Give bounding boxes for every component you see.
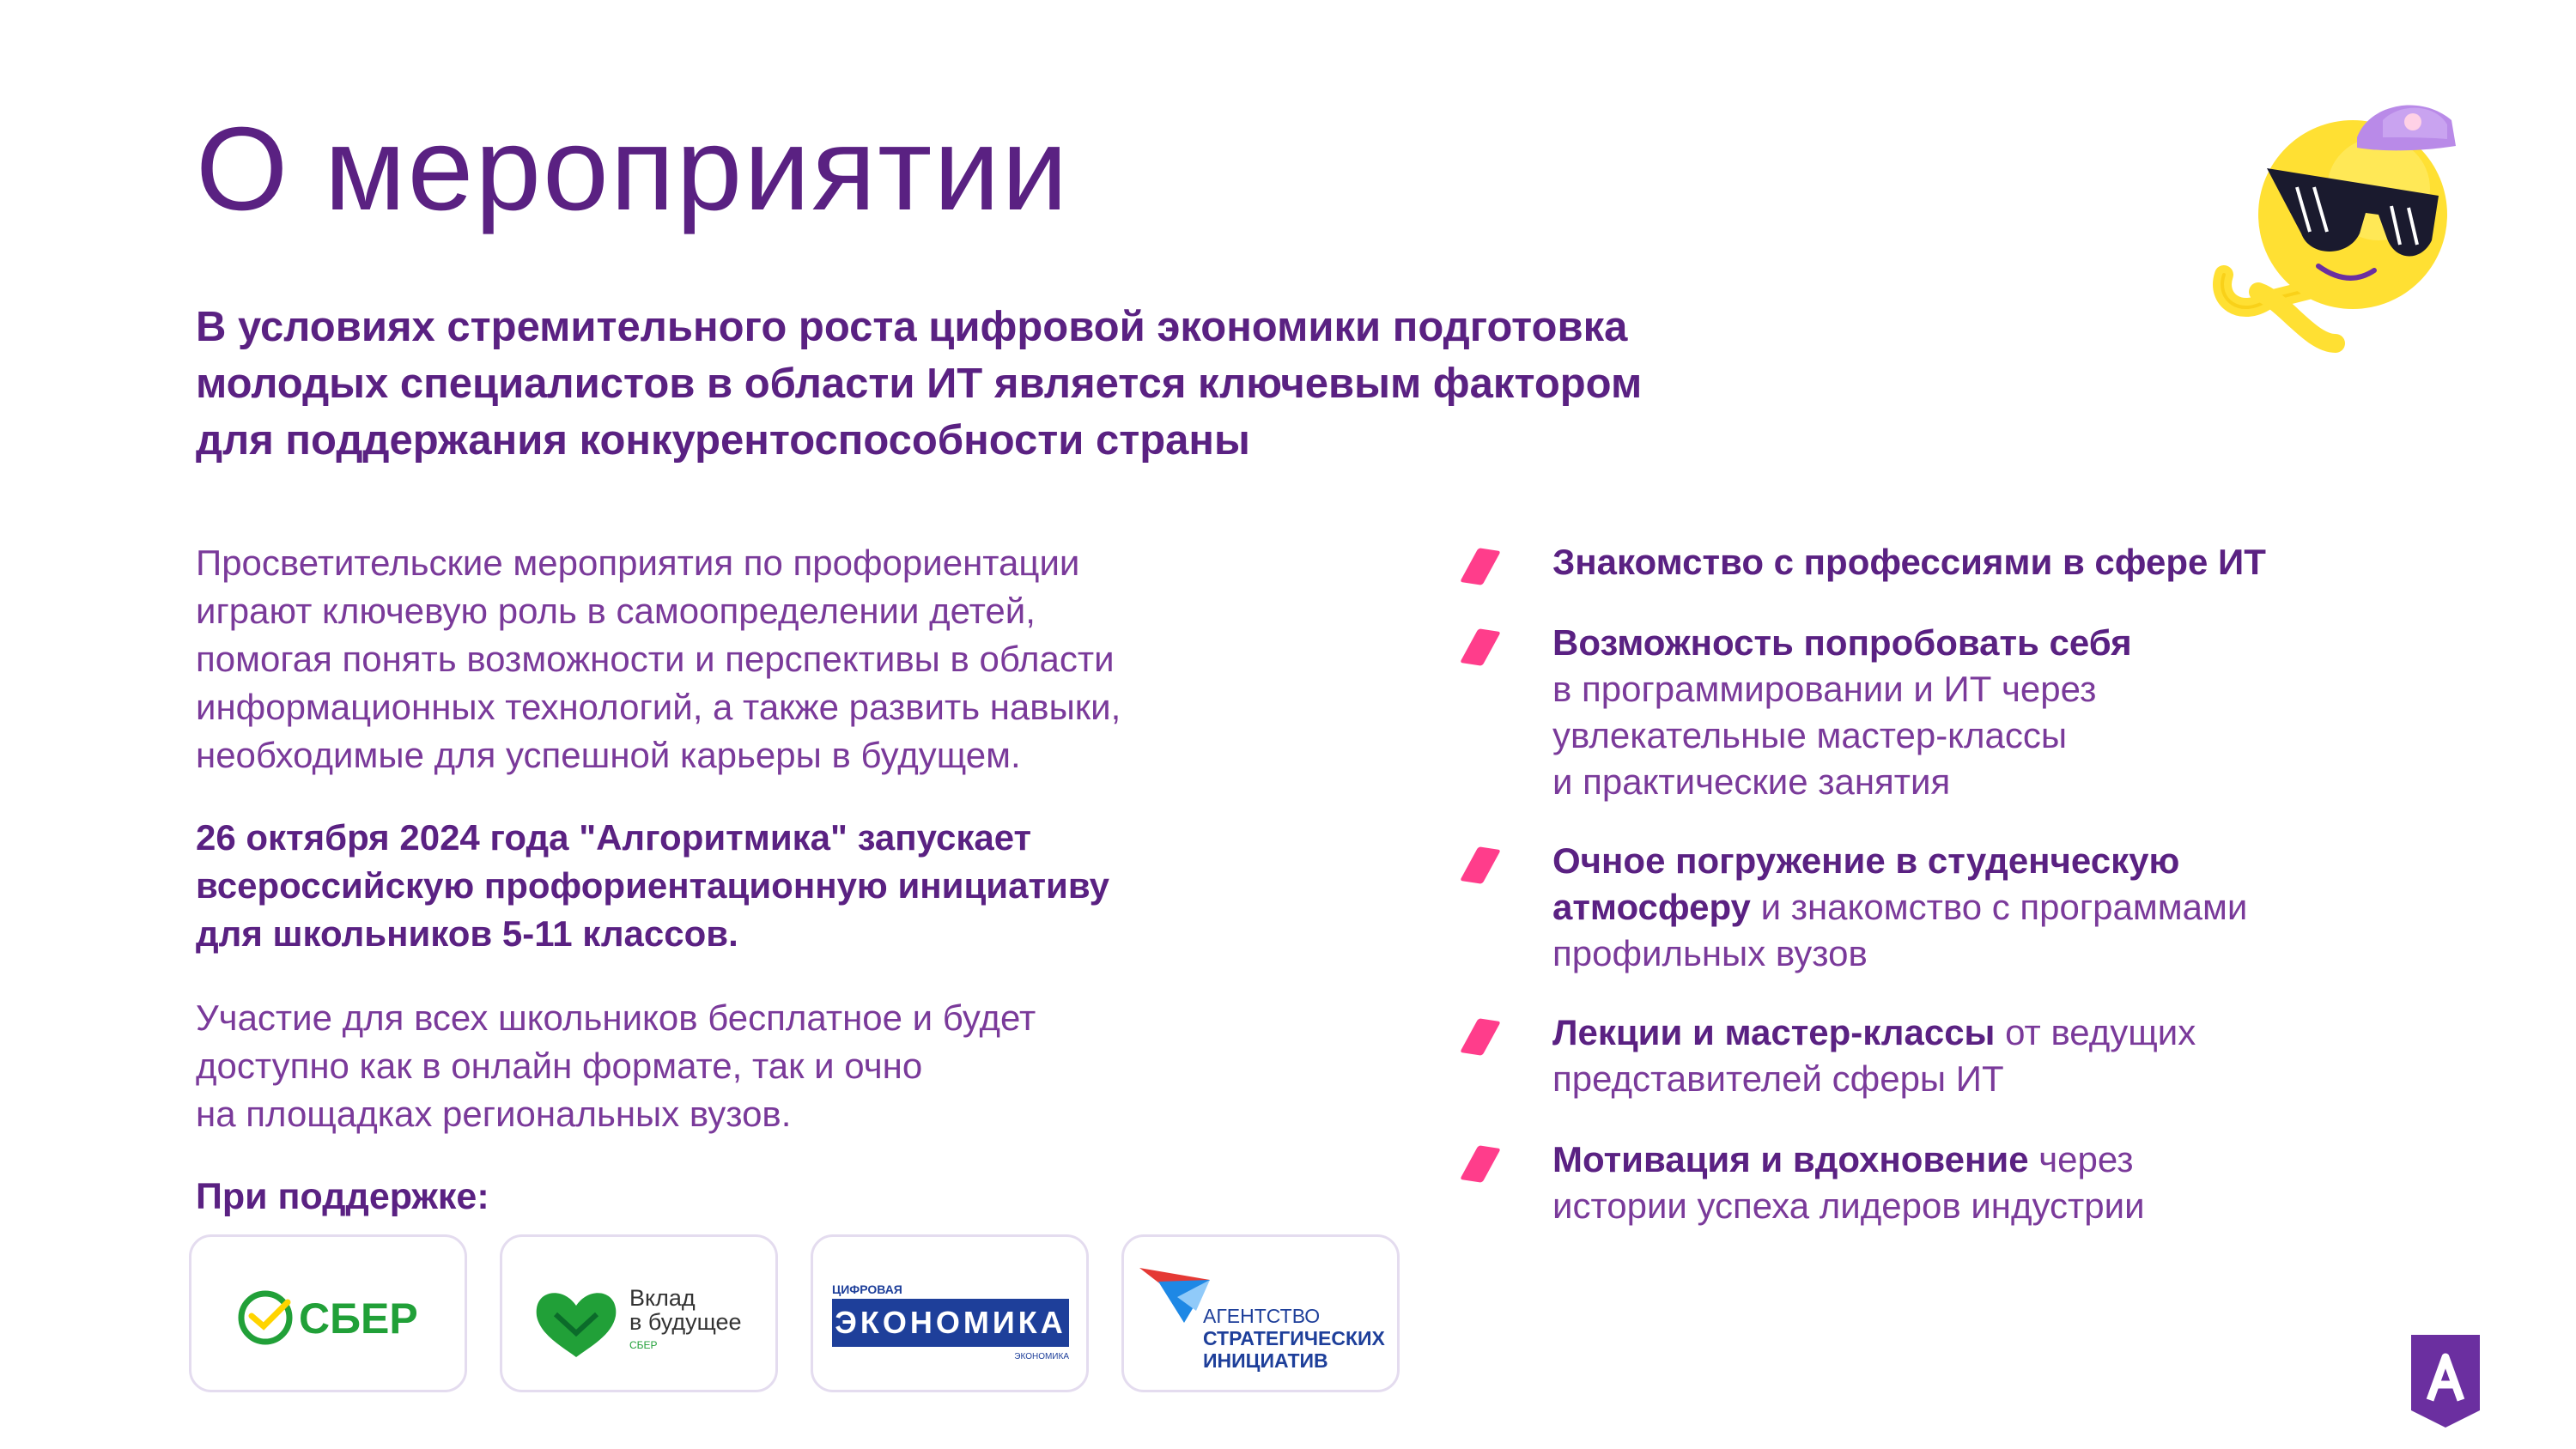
vklad-line1: Вклад: [629, 1285, 696, 1311]
sber-logo-card: [189, 1234, 467, 1392]
bullet-rest: от ведущих: [1995, 1012, 2196, 1052]
intro-paragraph: [196, 539, 1121, 779]
paragraph-line: для школьников 5-11 классов.: [196, 913, 738, 954]
launch-paragraph: [196, 814, 1109, 958]
bullet-line: в программировании и ИТ через: [1552, 669, 2097, 709]
bullet-line: увлекательные мастер-классы: [1552, 715, 2068, 755]
pink-parallelogram-icon: [1460, 846, 1501, 884]
asi-line3: ИНИЦИАТИВ: [1203, 1349, 1328, 1372]
sber-logo: [191, 1237, 470, 1395]
sunglasses-smiley-mascot: [2207, 86, 2464, 378]
bullet-bold: Знакомство с профессиями в сфере ИТ: [1552, 542, 2266, 582]
support-label: При поддержке:: [196, 1176, 489, 1217]
vklad-logo-card: [500, 1234, 778, 1392]
paragraph-line: играют ключевую роль в самоопределении детей,: [196, 591, 1036, 631]
pink-parallelogram-icon: [1460, 1018, 1501, 1056]
paragraph-line: помогая понять возможности и перспективы в области: [196, 639, 1115, 679]
paragraph-line: 26 октября 2024 года "Алгоритмика" запускает: [196, 817, 1032, 858]
pink-parallelogram-icon: [1460, 548, 1501, 585]
digital-economy-logo-card: [811, 1234, 1089, 1392]
sber-wordmark: СБЕР: [299, 1294, 418, 1343]
participation-paragraph: [196, 994, 1036, 1138]
algoritmika-a-icon: [2411, 1335, 2480, 1428]
paragraph-line: Просветительские мероприятия по профориентации: [196, 543, 1080, 583]
vklad-logo: [502, 1237, 781, 1395]
bullet-bold: атмосферу: [1552, 887, 1751, 927]
bullet-line: и практические занятия: [1552, 761, 1951, 802]
paragraph-line: Участие для всех школьников бесплатное и будет: [196, 997, 1036, 1038]
bullet-line: профильных вузов: [1552, 933, 1868, 973]
page-title: О мероприятии: [196, 103, 1070, 235]
paragraph-line: на площадках региональных вузов.: [196, 1094, 792, 1134]
vklad-line2: в будущее: [629, 1309, 742, 1335]
lead-statement: [196, 299, 1913, 469]
asi-line2: СТРАТЕГИЧЕСКИХ: [1203, 1327, 1385, 1349]
bullet-rest: через: [2028, 1139, 2134, 1179]
bullet-bold: Лекции и мастер-классы: [1552, 1012, 1996, 1052]
pink-parallelogram-icon: [1460, 1145, 1501, 1183]
bullet-bold: Возможность попробовать себя: [1552, 622, 2132, 663]
paragraph-line: необходимые для успешной карьеры в будущем.: [196, 735, 1021, 775]
digital-economy-logo: [813, 1237, 1091, 1395]
vklad-small: СБЕР: [629, 1339, 658, 1351]
ce-main: ЭКОНОМИКА: [835, 1305, 1066, 1340]
bullet-bold: Очное погружение в студенческую: [1552, 840, 2180, 881]
bullet-bold: Мотивация и вдохновение: [1552, 1139, 2029, 1179]
asi-logo: [1124, 1237, 1402, 1395]
pink-parallelogram-icon: [1460, 628, 1501, 666]
bullet-line: представителей сферы ИТ: [1552, 1058, 2004, 1099]
bullet-line: истории успеха лидеров индустрии: [1552, 1185, 2145, 1226]
paragraph-line: доступно как в онлайн формате, так и очно: [196, 1046, 923, 1086]
lead-line: В условиях стремительного роста цифровой экономики подготовка: [196, 304, 1628, 350]
lead-line: молодых специалистов в области ИТ является ключевым фактором: [196, 361, 1643, 407]
paragraph-line: всероссийскую профориентационную инициативу: [196, 865, 1109, 906]
bullet-rest: и знакомство с программами: [1750, 887, 2248, 927]
paragraph-line: информационных технологий, а также развить навыки,: [196, 687, 1121, 727]
lead-line: для поддержания конкурентоспособности страны: [196, 417, 1250, 464]
ce-sub: ЭКОНОМИКА: [1014, 1352, 1069, 1361]
asi-line1: АГЕНТСТВО: [1203, 1305, 1321, 1327]
ce-small: ЦИФРОВАЯ: [832, 1282, 902, 1296]
asi-logo-card: [1121, 1234, 1400, 1392]
